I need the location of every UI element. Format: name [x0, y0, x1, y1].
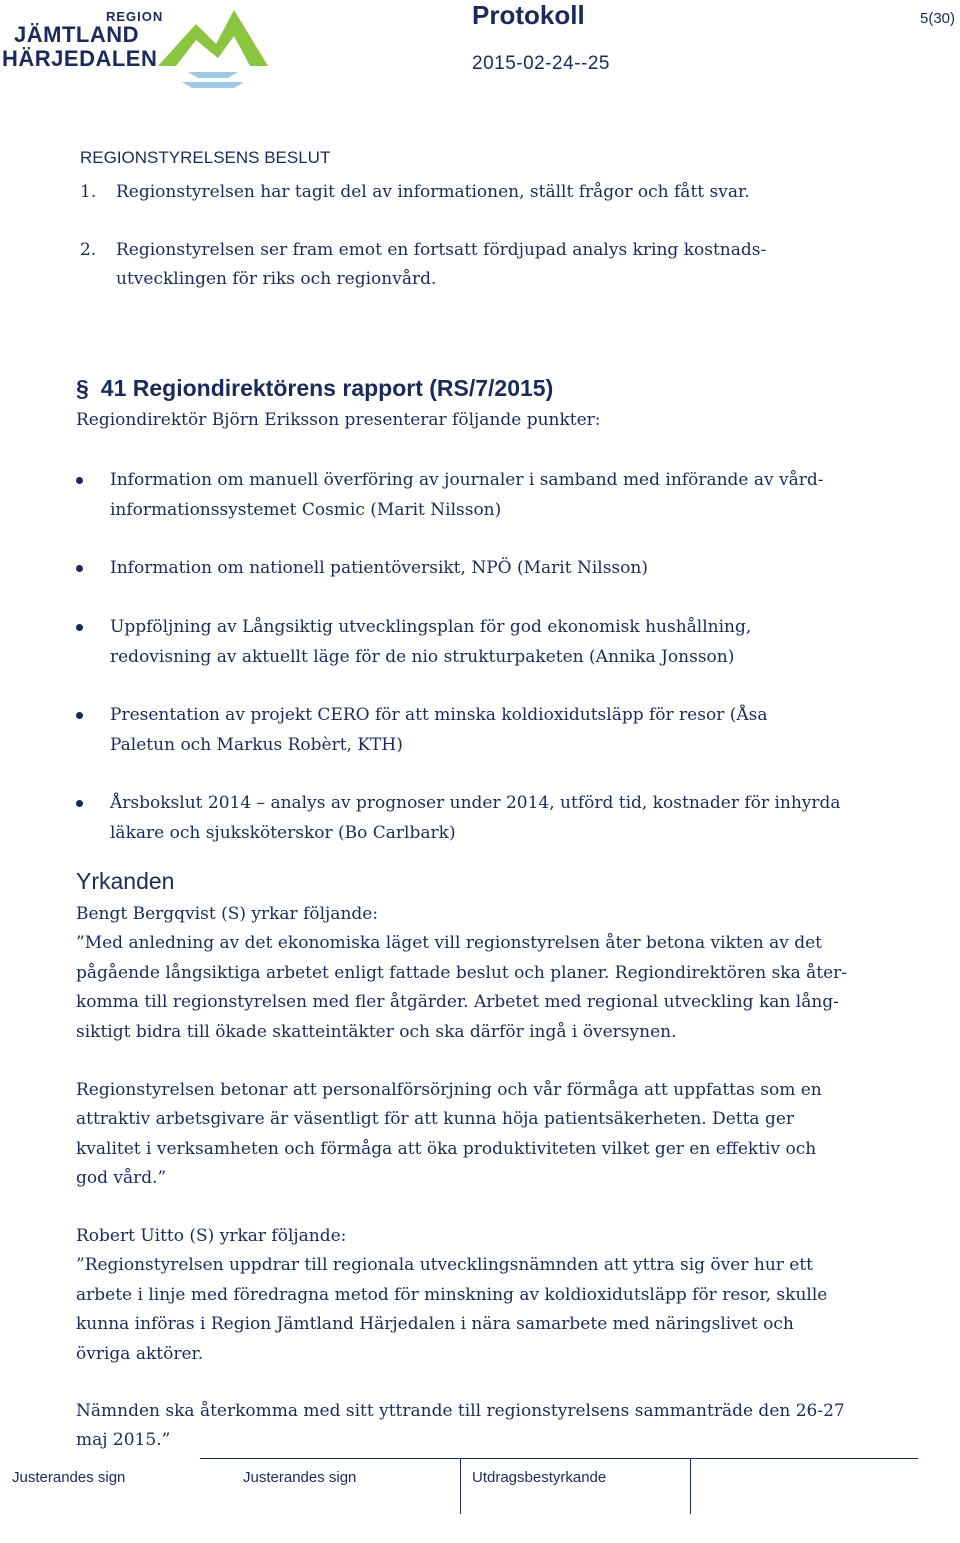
paragraph-line: ”Med anledning av det ekonomiska läget vill regionstyrelsen åter betona vikten av det [76, 933, 822, 954]
paragraph-line: kvalitet i verksamheten och förmåga att öka produktiviteten vilket ger en effektiv och [76, 1138, 817, 1159]
bullet-icon [76, 624, 83, 631]
motion-paragraph [76, 900, 847, 1047]
paragraph-line: arbete i linje med föredragna metod för minskning av koldioxidutsläpp för resor, skulle [76, 1284, 828, 1305]
footer-divider [460, 1458, 461, 1514]
paragraph-line: Robert Uitto (S) yrkar följande: [76, 1226, 347, 1246]
paragraph-line: god vård.” [76, 1168, 167, 1189]
list-item-line: Information om nationell patientöversikt, NPÖ (Marit Nilsson) [110, 558, 648, 578]
decision-item-number: 2. [80, 240, 97, 260]
list-item-line: Årsbokslut 2014 – analys av prognoser under 2014, utförd tid, kostnader för inhyrda [110, 793, 841, 813]
motion-paragraph [76, 1222, 827, 1369]
list-item-line: Uppföljning av Långsiktig utvecklingsplan för god ekonomisk hushållning, [110, 617, 752, 637]
paragraph-line: kunna införas i Region Jämtland Härjedalen i nära samarbete med näringslivet och [76, 1314, 794, 1335]
paragraph-line: Bengt Bergqvist (S) yrkar följande: [76, 904, 379, 924]
decision-item-line: Regionstyrelsen ser fram emot en fortsatt fördjupad analys kring kostnads- [116, 240, 767, 260]
motions-heading: Yrkanden [76, 868, 175, 894]
mountain-logo-icon [158, 6, 268, 92]
list-item-line: Paletun och Markus Robèrt, KTH) [110, 734, 403, 755]
list-item-line: informationssystemet Cosmic (Marit Nilsson) [110, 499, 502, 520]
list-item-line: Presentation av projekt CERO för att minska koldioxidutsläpp för resor (Åsa [110, 705, 768, 725]
meeting-date: 2015-02-24--25 [472, 53, 610, 74]
decision-item-line: Regionstyrelsen har tagit del av informationen, ställt frågor och fått svar. [116, 182, 750, 202]
section-symbol: § [76, 375, 89, 401]
footer-rule [200, 1458, 918, 1459]
paragraph-line: siktigt bidra till ökade skatteintäkter och ska därför ingå i översynen. [76, 1021, 677, 1042]
bullet-icon [76, 477, 83, 484]
document-type-title: Protokoll [472, 0, 585, 30]
paragraph-line: Nämnden ska återkomma med sitt yttrande till regionstyrelsens sammanträde den 26-27 [76, 1401, 845, 1421]
bullet-icon [76, 712, 83, 719]
logo-line-1: JÄMTLAND [14, 22, 139, 47]
region-logo [0, 6, 268, 92]
paragraph-line: Regionstyrelsen betonar att personalförsörjning och vår förmåga att uppfattas som en [76, 1080, 822, 1100]
decision-heading: REGIONSTYRELSENS BESLUT [80, 148, 331, 167]
decision-item-line: utvecklingen för riks och regionvård. [116, 269, 437, 289]
paragraph-line: komma till regionstyrelsen med fler åtgärder. Arbetet med regional utveckling kan lång- [76, 992, 839, 1013]
bullet-icon [76, 800, 83, 807]
bullet-icon [76, 565, 83, 572]
section-title: 41 Regiondirektörens rapport (RS/7/2015) [100, 375, 554, 401]
list-item-line: redovisning av aktuellt läge för de nio strukturpaketen (Annika Jonsson) [110, 646, 735, 667]
paragraph-line: pågående långsiktiga arbetet enligt fattade beslut och planer. Regiondirektören ska åter- [76, 962, 848, 983]
logo-region-text: REGION [106, 9, 164, 24]
paragraph-line: ”Regionstyrelsen uppdrar till regionala utvecklingsnämnden att yttra sig över hur ett [76, 1255, 814, 1276]
section-intro: Regiondirektör Björn Eriksson presenterar följande punkter: [76, 410, 601, 430]
paragraph-line: attraktiv arbetsgivare är väsentligt för att kunna höja patientsäkerheten. Detta ger [76, 1109, 795, 1130]
motion-paragraph [76, 1076, 822, 1194]
signature-label: Justerandes sign [243, 1469, 357, 1486]
footer-divider [690, 1458, 691, 1514]
logo-line-2: HÄRJEDALEN [2, 46, 158, 71]
paragraph-line: övriga aktörer. [76, 1343, 204, 1364]
signature-label: Justerandes sign [12, 1469, 126, 1486]
section-heading [76, 375, 553, 402]
motion-paragraph [76, 1397, 845, 1456]
decision-item-number: 1. [80, 182, 97, 202]
paragraph-line: maj 2015.” [76, 1430, 171, 1451]
page-number: 5(30) [920, 10, 956, 27]
list-item-line: Information om manuell överföring av journaler i samband med införande av vård- [110, 470, 824, 490]
list-item-line: läkare och sjuksköterskor (Bo Carlbark) [110, 822, 456, 843]
certification-label: Utdragsbestyrkande [472, 1469, 607, 1486]
